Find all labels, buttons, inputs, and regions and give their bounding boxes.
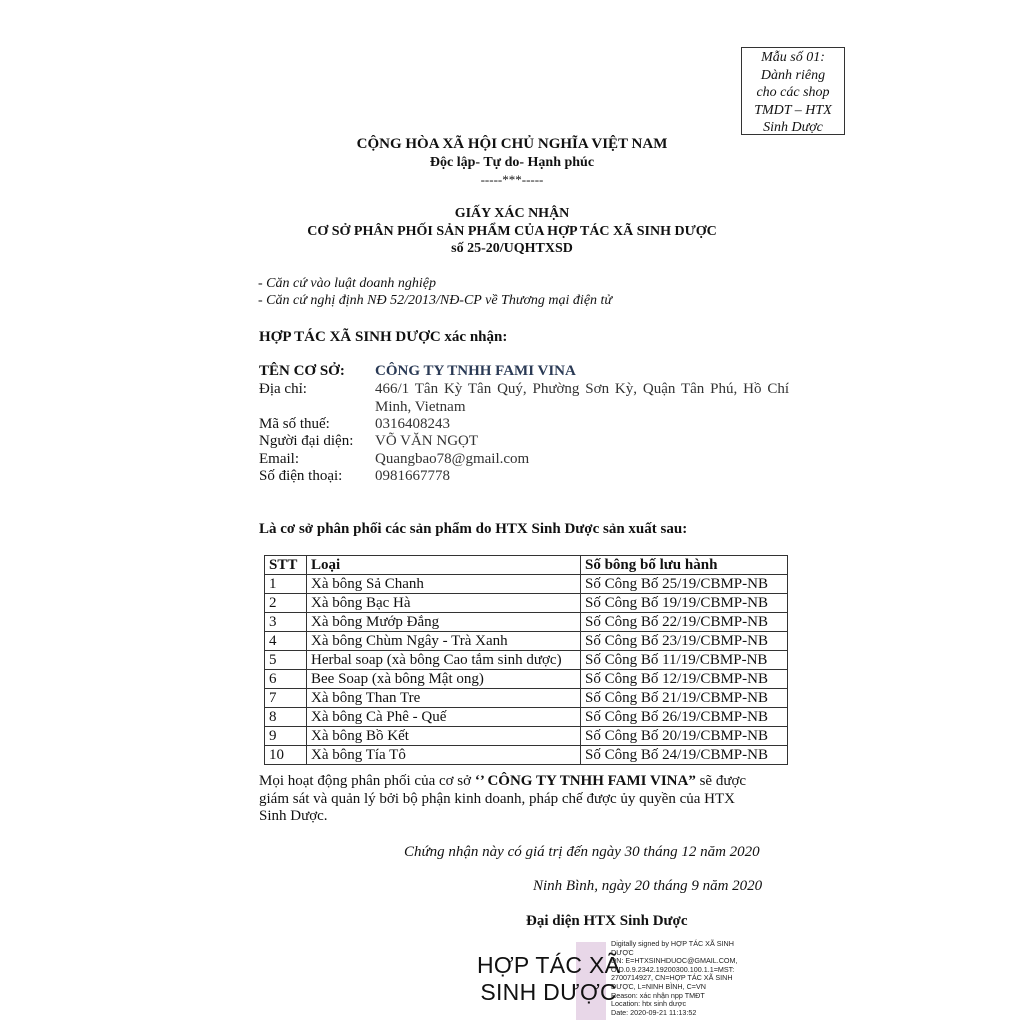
tax-code: 0316408243 bbox=[375, 416, 450, 432]
form-box-line: cho các shop bbox=[756, 85, 830, 100]
row-product: Xà bông Mướp Đắng bbox=[307, 613, 581, 632]
table-row bbox=[265, 670, 788, 689]
name-label: TÊN CƠ SỞ: bbox=[259, 363, 345, 379]
row-registration: Số Công Bố 19/19/CBMP-NB bbox=[581, 594, 788, 613]
row-registration: Số Công Bố 25/19/CBMP-NB bbox=[581, 575, 788, 594]
email-value: Quangbao78@gmail.com bbox=[375, 451, 530, 467]
signature-detail-line: 2700714927, CN=HỢP TÁC XÃ SINH bbox=[611, 973, 733, 983]
row-stt: 6 bbox=[265, 670, 307, 689]
row-stt: 1 bbox=[265, 575, 307, 594]
phone-value: 0981667778 bbox=[375, 468, 450, 484]
representative-label: Người đại diện: bbox=[259, 433, 354, 449]
signature-detail-line: Date: 2020-09-21 11:13:52 bbox=[611, 1007, 697, 1017]
row-stt: 9 bbox=[265, 727, 307, 746]
row-stt: 4 bbox=[265, 632, 307, 651]
row-stt: 10 bbox=[265, 746, 307, 765]
closing-paragraph-line-1 bbox=[259, 773, 746, 790]
signature-detail-line: DƯỢC bbox=[611, 947, 634, 957]
closing-text: sẽ được bbox=[695, 773, 747, 789]
header-stt: STT bbox=[265, 556, 307, 575]
table-row bbox=[265, 594, 788, 613]
signature-name bbox=[477, 952, 620, 1006]
legal-basis-item: - Căn cứ nghị định NĐ 52/2013/NĐ-CP về Thương mại điện tử bbox=[258, 293, 613, 308]
row-registration: Số Công Bố 21/19/CBMP-NB bbox=[581, 689, 788, 708]
signature-detail-line: Location: htx sinh dược bbox=[611, 999, 687, 1009]
tax-label: Mã số thuế: bbox=[259, 416, 330, 432]
row-product: Herbal soap (xà bông Cao tắm sinh dược) bbox=[307, 651, 581, 670]
row-product: Xà bông Chùm Ngây - Trà Xanh bbox=[307, 632, 581, 651]
doc-number: số 25-20/UQHTXSD bbox=[451, 241, 573, 256]
row-product: Xà bông Than Tre bbox=[307, 689, 581, 708]
header-registration: Số bông bố lưu hành bbox=[581, 556, 788, 575]
row-registration: Số Công Bố 22/19/CBMP-NB bbox=[581, 613, 788, 632]
signature-detail-line: OID.0.9.2342.19200300.100.1.1=MST: bbox=[611, 964, 735, 974]
closing-company: ‘’ CÔNG TY TNHH FAMI VINA” bbox=[474, 773, 696, 789]
signature-detail-line: DƯỢC, L=NINH BÌNH, C=VN bbox=[611, 981, 706, 991]
doc-title: GIẤY XÁC NHẬN bbox=[454, 206, 570, 221]
company-name: CÔNG TY TNHH FAMI VINA bbox=[375, 363, 576, 379]
signature-detail-line: DN: E=HTXSINHDUOC@GMAIL.COM, bbox=[611, 956, 738, 966]
signature-detail-line: Digitally signed by HỢP TÁC XÃ SINH bbox=[611, 939, 734, 948]
form-number-box bbox=[741, 47, 845, 135]
address-line-2: Minh, Vietnam bbox=[375, 399, 466, 415]
signer-title: Đại diện HTX Sinh Dược bbox=[526, 913, 688, 929]
table-header-row bbox=[265, 556, 788, 575]
row-product: Xà bông Tía Tô bbox=[307, 746, 581, 765]
email-label: Email: bbox=[259, 451, 299, 467]
signature-detail-line: Reason: xác nhận npp TMĐT bbox=[611, 990, 705, 1000]
table-row bbox=[265, 708, 788, 727]
header-type: Loại bbox=[307, 556, 581, 575]
row-stt: 3 bbox=[265, 613, 307, 632]
closing-text: Mọi hoạt động phân phối của cơ sở bbox=[259, 773, 475, 789]
row-registration: Số Công Bố 20/19/CBMP-NB bbox=[581, 727, 788, 746]
signature-name-line: HỢP TÁC XÃ bbox=[477, 952, 621, 978]
legal-basis-item: - Căn cứ vào luật doanh nghiệp bbox=[258, 276, 436, 291]
form-box-line: Mẫu số 01: bbox=[761, 50, 825, 65]
row-registration: Số Công Bố 26/19/CBMP-NB bbox=[581, 708, 788, 727]
row-registration: Số Công Bố 12/19/CBMP-NB bbox=[581, 670, 788, 689]
row-product: Xà bông Bạc Hà bbox=[307, 594, 581, 613]
nation-heading: CỘNG HÒA XÃ HỘI CHỦ NGHĨA VIỆT NAM bbox=[356, 136, 668, 152]
products-table bbox=[264, 555, 788, 765]
table-row bbox=[265, 613, 788, 632]
row-product: Xà bông Cà Phê - Quế bbox=[307, 708, 581, 727]
row-product: Xà bông Bồ Kết bbox=[307, 727, 581, 746]
representative-name: VÕ VĂN NGỌT bbox=[375, 433, 479, 449]
row-stt: 8 bbox=[265, 708, 307, 727]
table-row bbox=[265, 651, 788, 670]
date-place: Ninh Bình, ngày 20 tháng 9 năm 2020 bbox=[533, 878, 763, 894]
doc-subtitle: CƠ SỞ PHÂN PHỐI SẢN PHẨM CỦA HỢP TÁC XÃ SINH DƯỢC bbox=[307, 224, 717, 239]
national-motto: Độc lập- Tự do- Hạnh phúc bbox=[429, 155, 595, 170]
closing-paragraph-line-2: giám sát và quản lý bởi bộ phận kinh doanh, pháp chế được ủy quyền của HTX bbox=[259, 791, 735, 807]
row-product: Bee Soap (xà bông Mật ong) bbox=[307, 670, 581, 689]
row-registration: Số Công Bố 11/19/CBMP-NB bbox=[581, 651, 788, 670]
row-stt: 7 bbox=[265, 689, 307, 708]
heading-divider: -----***----- bbox=[480, 172, 544, 187]
signature-name-line: SINH DƯỢC bbox=[480, 979, 617, 1005]
table-row bbox=[265, 689, 788, 708]
row-registration: Số Công Bố 23/19/CBMP-NB bbox=[581, 632, 788, 651]
address-label: Địa chỉ: bbox=[259, 381, 307, 397]
closing-paragraph-line-3: Sinh Dược. bbox=[259, 808, 328, 824]
form-box-line: Sinh Dược bbox=[763, 120, 823, 135]
digital-signature-details bbox=[611, 940, 761, 1017]
table-row bbox=[265, 746, 788, 765]
row-product: Xà bông Sả Chanh bbox=[307, 575, 581, 594]
confirm-heading: HỢP TÁC XÃ SINH DƯỢC xác nhận: bbox=[259, 329, 508, 345]
address-line-1: 466/1 Tân Kỳ Tân Quý, Phường Sơn Kỳ, Quận Tân Phú, Hồ Chí bbox=[375, 381, 789, 397]
form-box-line: Dành riêng bbox=[760, 67, 826, 83]
products-heading: Là cơ sở phân phối các sản phẩm do HTX Sinh Dược sản xuất sau: bbox=[259, 521, 688, 537]
table-row bbox=[265, 575, 788, 594]
row-stt: 5 bbox=[265, 651, 307, 670]
table-row bbox=[265, 632, 788, 651]
table-row bbox=[265, 727, 788, 746]
phone-label: Số điện thoại: bbox=[259, 468, 343, 484]
form-box-line: TMDT – HTX bbox=[754, 102, 832, 118]
row-registration: Số Công Bố 24/19/CBMP-NB bbox=[581, 746, 788, 765]
validity-statement: Chứng nhận này có giá trị đến ngày 30 tháng 12 năm 2020 bbox=[404, 844, 760, 860]
row-stt: 2 bbox=[265, 594, 307, 613]
